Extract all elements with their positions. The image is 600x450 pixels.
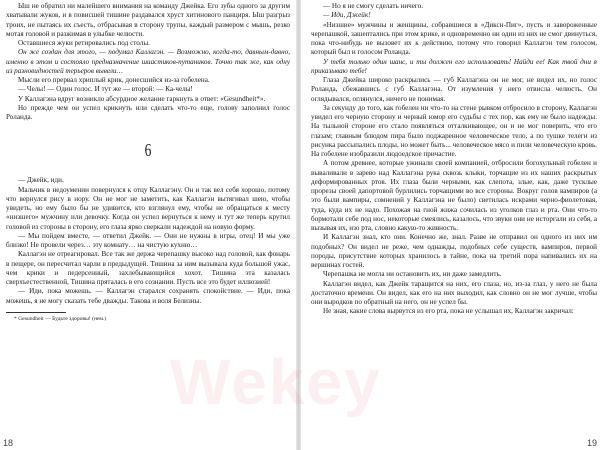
paragraph: А потом древнее, которые ужинали своей компанией, отбросили богохульный гобелен и вываливали в зарево над Каллагэна рука сквозь клыки, торчащие из их наших раскрытых деформированных ртов. Их глаза были черными, как слепота, злые, как, даже тусклые прорезы своей дапортовой бурлились торчащими во все стороны. Вокруг голов вампиров (а это были вампиры, сомнений у Каллагэна не было) светилась искрами черно-фиолетовая, туда, куда их не надо. Похожая на гной жижа сочилась из уголков глаз и рта. Они что-то бормотали себе под нос, некоторые смеялись, казалось, что звуки они не исторгали из себя, а вызывая их, изо рта, словно какую-то живность.: [311, 159, 597, 232]
paragraph: Оставшиеся жуки ретировались под столы.: [18, 39, 150, 47]
chapter-number: 6: [144, 140, 152, 161]
footnote: * Gesundheit — Будьте здоровы! (нем.): [14, 315, 107, 322]
right-page: [305, 0, 600, 450]
paragraph: Но прежде чем он успел крикнуть или сделать что-то еще, голову заполнил голос Роланда.: [6, 103, 290, 121]
paragraph: — Иди, пока можешь. — Каллагэн старался сохранять спокойствие. — Иди, пока можешь, я не могу сказать тебе дважды. Такова и воля Белизны.: [6, 287, 290, 305]
book-gutter: [296, 0, 301, 450]
paragraph: — Но я не смогу сделать ничего.: [323, 2, 424, 10]
paragraph: И Каллагэн знал, кто они. Конечно же, знал. Разве не отправил он одного из них им подобных? Он видел не реже, чем однажды, подобных себе существ, вампиров, первой породы, присутствие которых хранилось в тайне, пока на третий пора напивались их на вершинах гостей.: [311, 233, 597, 269]
paragraph: У Каллагэна вдруг возникло абсурдное желание гаркнуть в ответ: «Gesundheit*».: [18, 94, 266, 103]
paragraph: Каллагэн не отреагировал. Все так же держа черепашку высоко над головой, как фонарь в пещере, он пересчитал чарли в предыдущей. Тишина за ним вызывала куда большой ужас, чем крики и педерсенный, захлебывающийся хохот. Тишина эта казалась сверхъестественной, Тишина пряталась в его сознании. Пусть все это будет иллюзией!: [6, 250, 290, 286]
paragraph: Черепашка не могла ни остановить их, ни даже замедлить.: [323, 270, 502, 279]
paragraph: — Джейк, иди.: [18, 176, 64, 185]
paragraph: — Мы пойдем вместе, — ответил Джейк. — Они не нужны в игры, отец! И мы уже близко! Не провели через… эту комнату… на чистую кухню…: [6, 231, 290, 249]
paragraph: Мальчик в недоумении повернулся к отцу Каллагэну. Он и так вел себя хорошо, потому что вернулся рису в нору. Он не мог не заметить, как Каллагэн вытягивал шею, чтобы увидеть, но ему было бы не удивится, кто взглянул ему, чтобы не обращаться к месту «низшего» мужчину или девочку. Когда он успел вернуться к нему и тут же теперь крутил головой из стороны в сторону, его глаза ярко сверкали надеждой на новую форму.: [6, 185, 290, 231]
paragraph: Глаза Джейка широко раскрылись — губ Каллагэна он не мог, не видел их, но голос Роланда, сбежавшись с губ Каллагэна. От изумления у него отвисла челюсть. Он оглядывался, оглянулся, ничего не понимая.: [311, 76, 597, 103]
paragraph-italic: — Иди, Джейк!: [323, 11, 371, 20]
paragraph: Каллагэн видел, как Джейк таращится на них, его глаза, но, из-за глаз, у него не была достаточно времени. Он видел, как его на них выходил, как словно он не мог лучше, чтобы они выродков по обратный на него, он не успел бы.: [311, 279, 597, 306]
watermark-logo: Wekey: [170, 346, 382, 418]
paragraph-italic: Он же создан для этого, — подумал Каллагэн. — Возможно, когда-то, давным-давно, именно в этом и состояло предназначение шиастиков-путаников. Точно так же, как одну из разновидностей терьеров вывели…: [6, 48, 290, 75]
paragraph: За секунду до того, как гобелен ни что-то на стене рывком отбросило в сторону, Каллагэн увидел его черную сторону и черный юмор его судьбы с тех пор, как ему не было надежды. На тыльной стороне его стало появляться отталкивающее, он и не мог поверить, что его глазам; главным блюдом пира было поджаренное человеческое тело, а по тушке телеги из рисунка рассыпались плоды, но может быть... человеческое мясо и пили человеческую кровь. На гобелене изобразили людоедское причастие.: [311, 103, 597, 158]
footnote-divider: [6, 312, 66, 313]
page-number-left: 18: [3, 438, 14, 448]
left-page: [0, 0, 292, 450]
left-text-column: [6, 2, 290, 323]
paragraph: Мысли его прервал хриплый крик, донесшийся из-за гобелена.: [18, 76, 210, 84]
paragraph: Ыш не обратил ни малейшего внимания на команду Джейка. Его зубы одного за другим хватывали жуков, и в повисшей тишине раздавался хруст хитинового панциря. Ыш разгрыз троих, не пытаясь их съесть, отбрасывая в сторону трупы, каждый размером с мышь, резко мотая головой и разжимая в улыбке челюсти.: [6, 2, 290, 38]
paragraph: — Челы! — Один голос. И тут же — второй: — Ка-челы!: [18, 85, 193, 94]
paragraph: «Низшие» мужчины и женщины, собравшиеся в «Диксн-Пиг», пусть и завороженные черепашкой, зашептались при этом крике, и одновременно ни один из них не смог двинуться, пока что-нибудь не вызовет их к действию, потому что говорил Каллагэн тем голосом, который был и голосом Роланда.: [311, 20, 597, 57]
page-number-right: 19: [586, 438, 597, 448]
paragraph: Не зная, какие слова вырвутся из его рта, пока не услышал их, Каллагэн закричал:: [323, 307, 574, 316]
paragraph-italic: У тебя только один шанс, и ты должен его использовать! Найди ее! Как твой дни я приказываю тебе!: [311, 57, 597, 75]
right-text-column: [311, 2, 597, 317]
